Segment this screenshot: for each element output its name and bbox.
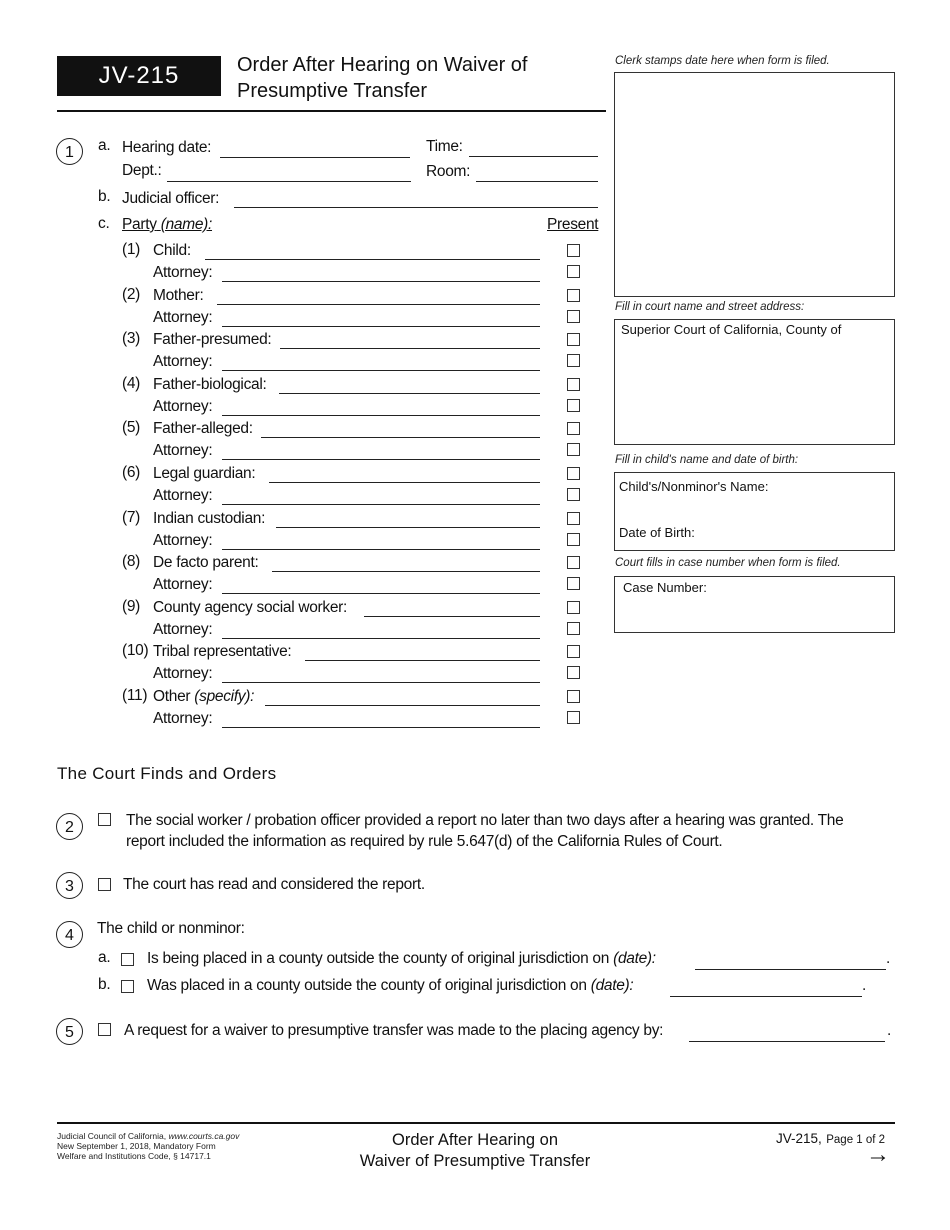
attorney-name-field[interactable]	[222, 504, 540, 505]
attorney-present-checkbox[interactable]	[567, 622, 580, 635]
party-name-field[interactable]	[364, 616, 540, 617]
attorney-present-checkbox[interactable]	[567, 399, 580, 412]
item-4b-label: Was placed in a county outside the county of original jurisdiction on	[147, 977, 587, 994]
item-4b-checkbox[interactable]	[121, 980, 134, 993]
court-caption: Fill in court name and street address:	[615, 301, 805, 313]
attorney-name-field[interactable]	[222, 281, 540, 282]
attorney-label: Attorney:	[153, 353, 213, 371]
party-name-field[interactable]	[261, 437, 540, 438]
party-present-checkbox[interactable]	[567, 645, 580, 658]
clerk-stamp-box[interactable]	[614, 72, 895, 297]
party-present-checkbox[interactable]	[567, 378, 580, 391]
party-name-field[interactable]	[269, 482, 540, 483]
judicial-officer-field[interactable]	[234, 207, 598, 208]
item-3-text: The court has read and considered the report.	[123, 876, 425, 893]
attorney-name-field[interactable]	[222, 638, 540, 639]
party-name-field[interactable]	[205, 259, 540, 260]
footer-left-line2: New September 1, 2018, Mandatory Form	[57, 1141, 216, 1151]
attorney-label: Attorney:	[153, 308, 213, 326]
party-label-italic: (specify):	[194, 688, 255, 705]
child-name-label: Child's/Nonminor's Name:	[619, 479, 769, 494]
party-header	[122, 216, 212, 234]
party-present-checkbox[interactable]	[567, 422, 580, 435]
party-label	[153, 242, 191, 260]
dept-field[interactable]	[167, 181, 411, 182]
attorney-name-field[interactable]	[222, 593, 540, 594]
party-label	[153, 643, 291, 661]
party-number: (4)	[122, 374, 141, 392]
case-caption: Court fills in case number when form is filed.	[615, 557, 841, 569]
attorney-name-field[interactable]	[222, 459, 540, 460]
attorney-name-field[interactable]	[222, 682, 540, 683]
header-rule	[57, 110, 606, 112]
attorney-present-checkbox[interactable]	[567, 666, 580, 679]
party-label	[153, 287, 203, 305]
footer-left	[57, 1131, 239, 1161]
item-1b-letter: b.	[98, 188, 111, 205]
item-2-line2: report included the information as required by rule 5.647(d) of the California Rules of Court.	[126, 833, 723, 850]
party-number: (9)	[122, 597, 141, 615]
party-label-text: Child:	[153, 242, 191, 259]
party-number: (10)	[122, 642, 149, 660]
attorney-name-field[interactable]	[222, 549, 540, 550]
attorney-present-checkbox[interactable]	[567, 354, 580, 367]
item-1c-letter: c.	[98, 215, 110, 232]
footer-left-line3: Welfare and Institutions Code, § 14717.1	[57, 1151, 211, 1161]
attorney-present-checkbox[interactable]	[567, 310, 580, 323]
attorney-present-checkbox[interactable]	[567, 711, 580, 724]
party-name-field[interactable]	[265, 705, 540, 706]
hearing-date-field[interactable]	[220, 157, 410, 158]
court-prefill: Superior Court of California, County of	[621, 322, 842, 337]
party-label	[153, 599, 347, 617]
party-name-field[interactable]	[279, 393, 540, 394]
item-4b-letter: b.	[98, 976, 111, 993]
party-label	[153, 465, 255, 483]
party-label-text: Other	[153, 688, 191, 705]
party-label-text: Indian custodian:	[153, 509, 266, 527]
party-label-text: De facto parent:	[153, 554, 259, 572]
item-2-line1: The social worker / probation officer provided a report no later than two days after a hearing was granted. The	[126, 812, 844, 829]
party-label-text: County agency social worker:	[153, 598, 348, 616]
party-label-text: Father-biological:	[153, 375, 267, 393]
item-4b-date-field[interactable]	[670, 996, 862, 997]
hearing-date-label: Hearing date:	[122, 139, 212, 156]
next-page-arrow-icon[interactable]: →	[866, 1141, 890, 1168]
form-title	[237, 52, 528, 104]
clerk-caption: Clerk stamps date here when form is filed.	[615, 55, 830, 67]
attorney-present-checkbox[interactable]	[567, 488, 580, 501]
party-number: (5)	[122, 419, 141, 437]
attorney-name-field[interactable]	[222, 326, 540, 327]
attorney-label: Attorney:	[153, 531, 213, 549]
attorney-label: Attorney:	[153, 397, 213, 415]
time-label: Time:	[426, 138, 463, 155]
item-2-number: 2	[56, 813, 83, 840]
party-header-name: (name):	[160, 216, 213, 233]
item-4a-label: Is being placed in a county outside the county of original jurisdiction on	[147, 950, 610, 967]
attorney-present-checkbox[interactable]	[567, 533, 580, 546]
item-5-checkbox[interactable]	[98, 1023, 111, 1036]
item-4b-text	[147, 977, 633, 995]
party-header-label: Party	[122, 216, 157, 233]
form-title-line1: Order After Hearing on Waiver of	[237, 54, 528, 76]
child-info-box[interactable]	[614, 472, 895, 551]
party-number: (1)	[122, 241, 141, 258]
item-4-text: The child or nonminor:	[97, 920, 245, 937]
footer-left-line1	[57, 1131, 239, 1141]
party-label	[153, 688, 254, 706]
court-name-field[interactable]	[614, 319, 895, 445]
form-id-badge: JV-215	[57, 56, 221, 96]
party-name-field[interactable]	[280, 348, 540, 349]
party-name-field[interactable]	[305, 660, 540, 661]
party-label-text: Tribal representative:	[153, 643, 292, 661]
attorney-label: Attorney:	[153, 442, 213, 460]
dept-label: Dept.:	[122, 162, 162, 179]
item-4a-checkbox[interactable]	[121, 953, 134, 966]
footer-rule	[57, 1122, 895, 1124]
item-4a-date-field[interactable]	[695, 969, 886, 970]
attorney-name-field[interactable]	[222, 727, 540, 728]
party-present-checkbox[interactable]	[567, 333, 580, 346]
party-label-text: Father-presumed:	[153, 331, 272, 349]
item-4a-date-label: (date):	[613, 950, 656, 967]
attorney-label: Attorney:	[153, 487, 213, 504]
attorney-name-field[interactable]	[222, 370, 540, 371]
attorney-name-field[interactable]	[222, 415, 540, 416]
footer-url: www.courts.ca.gov	[168, 1131, 240, 1141]
party-name-field[interactable]	[217, 304, 540, 305]
party-present-checkbox[interactable]	[567, 289, 580, 302]
item-4b-period: .	[862, 977, 867, 994]
party-label	[153, 510, 265, 528]
form-title-line2: Presumptive Transfer	[237, 80, 428, 102]
child-caption: Fill in child's name and date of birth:	[615, 454, 799, 466]
party-number: (6)	[122, 464, 141, 481]
party-present-checkbox[interactable]	[567, 244, 580, 257]
party-label-text: Mother:	[153, 286, 204, 304]
time-field[interactable]	[469, 156, 598, 157]
judicial-officer-label: Judicial officer:	[122, 190, 220, 207]
item-4a-letter: a.	[98, 949, 111, 966]
item-4b-date-label: (date):	[590, 977, 634, 994]
party-number: (8)	[122, 553, 141, 571]
party-number: (3)	[122, 330, 141, 348]
item-1-number: 1	[56, 138, 83, 165]
attorney-present-checkbox[interactable]	[567, 265, 580, 278]
item-4a-period: .	[886, 950, 891, 967]
party-label-text: Father-alleged:	[153, 420, 253, 438]
attorney-label: Attorney:	[153, 576, 213, 594]
footer-page: Page 1 of 2	[826, 1134, 886, 1146]
party-label	[153, 554, 259, 572]
party-present-checkbox[interactable]	[567, 601, 580, 614]
room-label: Room:	[426, 163, 471, 180]
party-label	[153, 376, 267, 394]
attorney-label: Attorney:	[153, 710, 213, 727]
attorney-present-checkbox[interactable]	[567, 577, 580, 590]
footer-title	[300, 1130, 650, 1172]
footer-publisher: Judicial Council of California,	[57, 1131, 167, 1141]
party-present-checkbox[interactable]	[567, 556, 580, 569]
section-heading: The Court Finds and Orders	[57, 764, 277, 783]
case-number-box[interactable]	[614, 576, 895, 633]
footer-title-line2: Waiver of Presumptive Transfer	[359, 1152, 591, 1170]
party-label	[153, 331, 271, 349]
party-label-text: Legal guardian:	[153, 465, 256, 482]
party-number: (7)	[122, 508, 141, 526]
attorney-present-checkbox[interactable]	[567, 443, 580, 456]
party-present-checkbox[interactable]	[567, 690, 580, 703]
attorney-label: Attorney:	[153, 665, 213, 683]
party-name-field[interactable]	[272, 571, 540, 572]
dob-label: Date of Birth:	[619, 525, 695, 540]
case-label: Case Number:	[623, 580, 707, 595]
attorney-label: Attorney:	[153, 264, 213, 281]
item-3-checkbox[interactable]	[98, 878, 111, 891]
party-number: (11)	[122, 687, 148, 704]
party-present-checkbox[interactable]	[567, 467, 580, 480]
item-2-checkbox[interactable]	[98, 813, 111, 826]
item-1a-letter: a.	[98, 137, 111, 154]
item-4-number: 4	[56, 921, 83, 948]
item-5-text: A request for a waiver to presumptive transfer was made to the placing agency by:	[124, 1022, 664, 1039]
footer-form-id: JV-215,	[776, 1131, 822, 1146]
item-5-period: .	[887, 1022, 892, 1039]
party-name-field[interactable]	[276, 527, 540, 528]
present-header: Present	[547, 216, 599, 233]
item-3-number: 3	[56, 872, 83, 899]
footer-title-line1: Order After Hearing on	[392, 1131, 558, 1149]
party-number: (2)	[122, 285, 141, 303]
attorney-label: Attorney:	[153, 620, 213, 638]
item-5-number: 5	[56, 1018, 83, 1045]
party-present-checkbox[interactable]	[567, 512, 580, 525]
item-4a-text	[147, 950, 656, 968]
room-field[interactable]	[476, 181, 598, 182]
item-5-field[interactable]	[689, 1041, 885, 1042]
party-label	[153, 420, 253, 438]
